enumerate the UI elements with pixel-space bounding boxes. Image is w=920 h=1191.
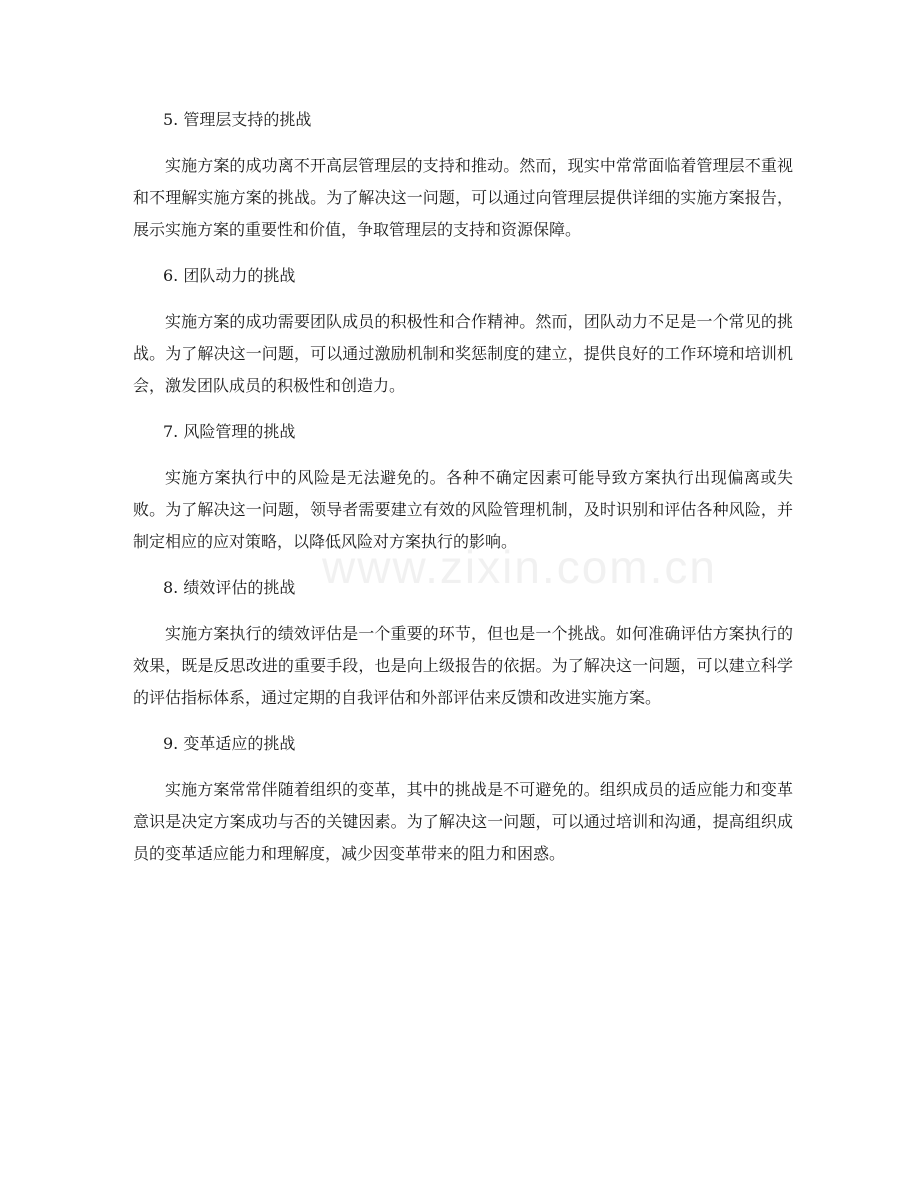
section-heading-5: 5. 管理层支持的挑战 bbox=[163, 110, 312, 129]
section-body-7: 实施方案执行中的风险是无法避免的。各种不确定因素可能导致方案执行出现偏离或失败。为了解决这一问题，领导者需要建立有效的风险管理机制，及时识别和评估各种风险，并制定相应的应对策略，以降低风险对方案执行的影响。 bbox=[133, 468, 793, 551]
section-heading-7: 7. 风险管理的挑战 bbox=[163, 422, 296, 441]
section-body-5: 实施方案的成功离不开高层管理层的支持和推动。然而，现实中常常面临着管理层不重视和不理解实施方案的挑战。为了解决这一问题，可以通过向管理层提供详细的实施方案报告，展示实施方案的重要性和价值，争取管理层的支持和资源保障。 bbox=[133, 156, 793, 239]
section-body-6: 实施方案的成功需要团队成员的积极性和合作精神。然而，团队动力不足是一个常见的挑战。为了解决这一问题，可以通过激励机制和奖惩制度的建立，提供良好的工作环境和培训机会，激发团队成员的积极性和创造力。 bbox=[133, 312, 793, 395]
section-heading-9: 9. 变革适应的挑战 bbox=[163, 734, 296, 753]
document-content bbox=[133, 104, 793, 884]
section-heading-8: 8. 绩效评估的挑战 bbox=[163, 578, 296, 597]
watermark: www.zixin.com.cn bbox=[322, 541, 717, 593]
section-heading-6: 6. 团队动力的挑战 bbox=[163, 266, 296, 285]
section-body-9: 实施方案常常伴随着组织的变革，其中的挑战是不可避免的。组织成员的适应能力和变革意识是决定方案成功与否的关键因素。为了解决这一问题，可以通过培训和沟通，提高组织成员的变革适应能力和理解度，减少因变革带来的阻力和困惑。 bbox=[133, 780, 793, 863]
section-body-8: 实施方案执行的绩效评估是一个重要的环节，但也是一个挑战。如何准确评估方案执行的效果，既是反思改进的重要手段，也是向上级报告的依据。为了解决这一问题，可以建立科学的评估指标体系，通过定期的自我评估和外部评估来反馈和改进实施方案。 bbox=[133, 624, 793, 707]
